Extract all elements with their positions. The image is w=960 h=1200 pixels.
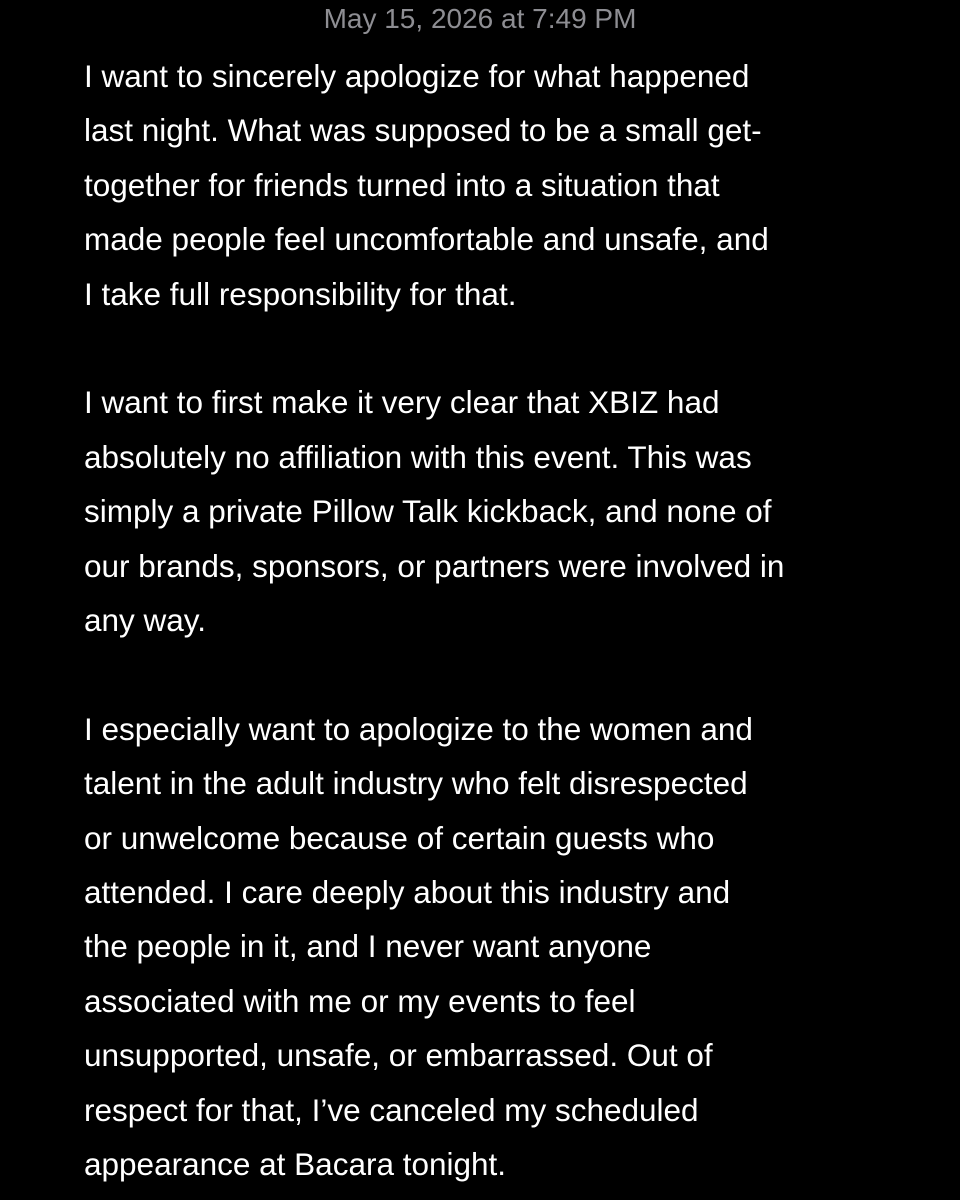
note-line: I want to sincerely apologize for what happened	[84, 58, 750, 94]
note-line: respect for that, I’ve canceled my scheduled	[84, 1091, 699, 1128]
note-line: the people in it, and I never want anyone	[84, 928, 652, 965]
note-line: I especially want to apologize to the women and	[84, 710, 753, 747]
paragraph-spacer	[84, 321, 884, 375]
note-line: talent in the adult industry who felt disrespected	[84, 765, 748, 802]
note-line: our brands, sponsors, or partners were involved in	[84, 547, 785, 584]
note-line: attended. I care deeply about this industry and	[84, 874, 731, 911]
note-body[interactable]	[84, 49, 884, 1192]
note-line: together for friends turned into a situation that	[84, 166, 720, 203]
paragraph-spacer	[84, 647, 884, 701]
note-line: appearance at Bacara tonight.	[84, 1146, 507, 1183]
note-line: any way.	[84, 602, 206, 639]
note-timestamp: May 15, 2026 at 7:49 PM	[323, 3, 637, 34]
note-line: associated with me or my events to feel	[84, 982, 636, 1019]
note-line: last night. What was supposed to be a small get-	[84, 112, 762, 149]
note-line: made people feel uncomfortable and unsafe, and	[84, 221, 769, 258]
note-paragraph-2	[84, 375, 884, 647]
note-line: I take full responsibility for that.	[84, 275, 517, 312]
note-paragraph-3	[84, 702, 884, 1192]
note-line: simply a private Pillow Talk kickback, and none of	[84, 493, 772, 530]
note-line: absolutely no affiliation with this event. This was	[84, 438, 752, 475]
note-paragraph-1	[84, 49, 884, 321]
note-line: I want to first make it very clear that XBIZ had	[84, 384, 720, 421]
note-line: or unwelcome because of certain guests who	[84, 819, 715, 856]
note-line: unsupported, unsafe, or embarrassed. Out of	[84, 1037, 713, 1074]
